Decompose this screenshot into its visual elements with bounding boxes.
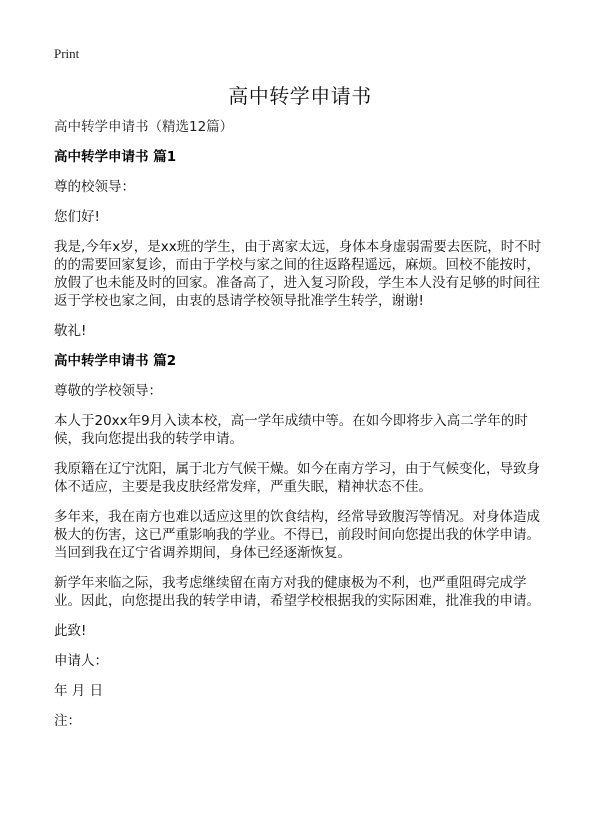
section-heading: 高中转学申请书 篇1 [54, 149, 177, 165]
body-paragraph: 新学年来临之际，我考虑继续留在南方对我的健康极为不利，也严重阻碍完成学业。因此，向您提出我的转学申请，希望学校根据我的实际困难，批准我的申请。 [54, 575, 540, 609]
body-paragraph: 本人于20xx年9月入读本校，高一学年成绩中等。在如今即将步入高二学年的时候，我向您提出我的转学申请。 [54, 413, 528, 447]
closing: 敬礼! [54, 323, 87, 339]
salutation: 尊敬的学校领导： [54, 383, 162, 399]
salutation: 尊的校领导： [54, 179, 135, 195]
document-title: 高中转学申请书 [228, 84, 372, 108]
body-paragraph: 我原籍在辽宁沈阳，属于北方气候干燥。如今在南方学习，由于气候变化，导致身体不适应，主要是我皮肤经常发痒，严重失眠，精神状态不佳。 [54, 461, 540, 495]
closing: 此致! [54, 623, 87, 639]
date-label: 年 月 日 [54, 683, 104, 699]
print-link[interactable]: Print [54, 46, 80, 61]
note-label: 注： [54, 713, 81, 729]
section-heading: 高中转学申请书 篇2 [54, 353, 177, 369]
document-subtitle: 高中转学申请书（精选12篇） [54, 119, 234, 135]
section-1 [54, 148, 550, 340]
section-2 [54, 352, 550, 730]
body-paragraph: 多年来，我在南方也难以适应这里的饮食结构，经常导致腹泻等情况。对身体造成极大的伤害，这已严重影响我的学业。不得已，前段时间向您提出我的休学申请。当回到我在辽宁省调养期间，身体已经逐渐恢复。 [54, 509, 540, 561]
document-body [54, 118, 550, 742]
applicant-label: 申请人： [54, 653, 108, 669]
greeting: 您们好! [54, 209, 100, 225]
body-paragraph: 我是,今年x岁，是xx班的学生，由于离家太远，身体本身虚弱需要去医院，时不时的的需要回家复诊，而由于学校与家之间的往返路程遥远，麻烦。回校不能按时，放假了也未能及时的回家。准备高了，进入复习阶段，学生本人没有足够的时间往返于学校也家之间，由衷的恳请学校领导批准学生转学，谢谢! [54, 239, 542, 309]
